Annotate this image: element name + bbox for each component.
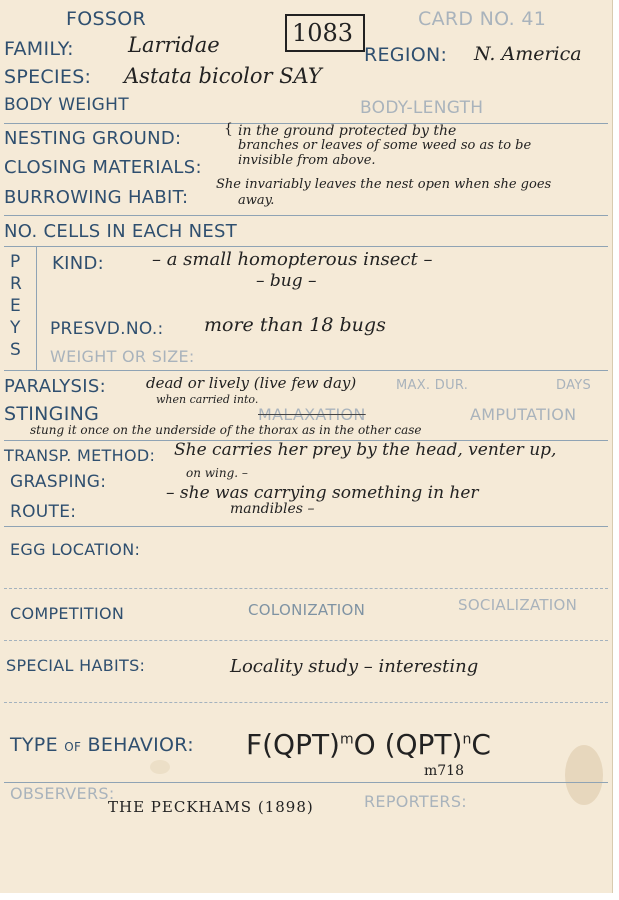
burrowing-line2: away.	[238, 193, 275, 208]
route-label: ROUTE:	[10, 502, 77, 522]
kind-value-line2: – bug –	[256, 271, 317, 291]
formula-sup-n: n	[462, 731, 472, 748]
rule	[4, 588, 608, 589]
closing-materials-label: CLOSING MATERIALS:	[4, 157, 202, 178]
stinging-note: stung it once on the underside of the thorax as in the other case	[30, 423, 422, 437]
nesting-note-line3: invisible from above.	[238, 153, 376, 168]
species-label: SPECIES:	[4, 66, 92, 88]
reporters-label: REPORTERS:	[364, 792, 467, 811]
formula-part-c: C	[471, 728, 491, 761]
region-label: REGION:	[364, 44, 448, 66]
family-label: FAMILY:	[4, 38, 74, 60]
socialization-label: SOCIALIZATION	[458, 596, 578, 614]
route-value-line1: – she was carrying something in her	[166, 483, 479, 503]
burrowing-line1: She invariably leaves the nest open when she goes	[216, 177, 552, 192]
presvd-label: PRESVD.NO.:	[50, 319, 164, 339]
stain-mark	[150, 760, 170, 774]
rule	[4, 370, 608, 371]
paralysis-note: when carried into.	[156, 393, 259, 406]
species-value: Astata bicolor SAY	[124, 64, 322, 88]
rule	[4, 640, 608, 641]
prey-letter: P	[10, 252, 21, 272]
grasping-label: GRASPING:	[10, 472, 107, 492]
weight-size-label: WEIGHT OR SIZE:	[50, 347, 195, 366]
malaxation-label: MALAXATION	[258, 405, 366, 424]
region-value: N. America	[474, 43, 582, 65]
special-habits-label: SPECIAL HABITS:	[6, 656, 146, 675]
cells-label: NO. CELLS IN EACH NEST	[4, 221, 238, 242]
prey-divider	[36, 246, 37, 370]
specimen-number: 1083	[292, 19, 354, 47]
behavior-label-behavior: BEHAVIOR:	[87, 734, 194, 756]
stain-mark	[565, 745, 603, 805]
amputation-label: AMPUTATION	[470, 405, 577, 424]
kind-value-line1: – a small homopterous insect –	[152, 249, 433, 270]
body-length-label: BODY-LENGTH	[360, 98, 484, 118]
prey-letter: E	[10, 296, 22, 316]
prey-letter: S	[10, 340, 22, 360]
nesting-note-line2: branches or leaves of some weed so as to be	[238, 138, 532, 153]
behavior-label-type: TYPE	[10, 734, 58, 756]
category-label: FOSSOR	[66, 8, 146, 30]
prey-letter: Y	[10, 318, 21, 338]
behavior-formula	[246, 728, 491, 761]
rule	[4, 782, 608, 783]
prey-letter: R	[10, 274, 23, 294]
body-weight-label: BODY WEIGHT	[4, 95, 129, 115]
competition-label: COMPETITION	[10, 604, 125, 623]
days-label: DAYS	[556, 378, 592, 393]
formula-sub-note: m718	[424, 763, 464, 779]
nesting-ground-label: NESTING GROUND:	[4, 128, 182, 149]
formula-part-b: O (QPT)	[353, 728, 463, 761]
burrowing-habit-label: BURROWING HABIT:	[4, 187, 189, 208]
rule	[4, 215, 608, 216]
card-number-label: CARD NO. 41	[418, 8, 547, 30]
transp-value-line2: on wing. –	[186, 466, 248, 480]
paralysis-label: PARALYSIS:	[4, 376, 106, 397]
rule	[4, 246, 608, 247]
transp-value: She carries her prey by the head, venter up,	[174, 440, 557, 460]
presvd-value: more than 18 bugs	[204, 314, 386, 336]
observers-label: OBSERVERS:	[10, 784, 115, 803]
behavior-label	[10, 734, 194, 756]
route-value-line2: mandibles –	[230, 501, 315, 517]
behavior-label-of: OF	[64, 740, 82, 754]
colonization-label: COLONIZATION	[248, 601, 366, 619]
formula-sup-m: m	[339, 731, 354, 748]
rule	[4, 526, 608, 527]
rule	[4, 702, 608, 703]
paralysis-value: dead or lively (live few day)	[146, 374, 357, 392]
max-dur-label: MAX. DUR.	[396, 378, 469, 393]
egg-location-label: EGG LOCATION:	[10, 540, 141, 559]
formula-part-a: F(QPT)	[246, 728, 340, 761]
family-value: Larridae	[128, 33, 220, 57]
brace-mark: {	[224, 121, 233, 137]
observers-value: THE PECKHAMS (1898)	[108, 798, 314, 816]
special-habits-value: Locality study – interesting	[230, 656, 479, 677]
kind-label: KIND:	[52, 253, 105, 274]
nesting-note-line1: in the ground protected by the	[238, 123, 457, 139]
stinging-label: STINGING	[4, 403, 100, 425]
transp-method-label: TRANSP. METHOD:	[4, 446, 156, 465]
